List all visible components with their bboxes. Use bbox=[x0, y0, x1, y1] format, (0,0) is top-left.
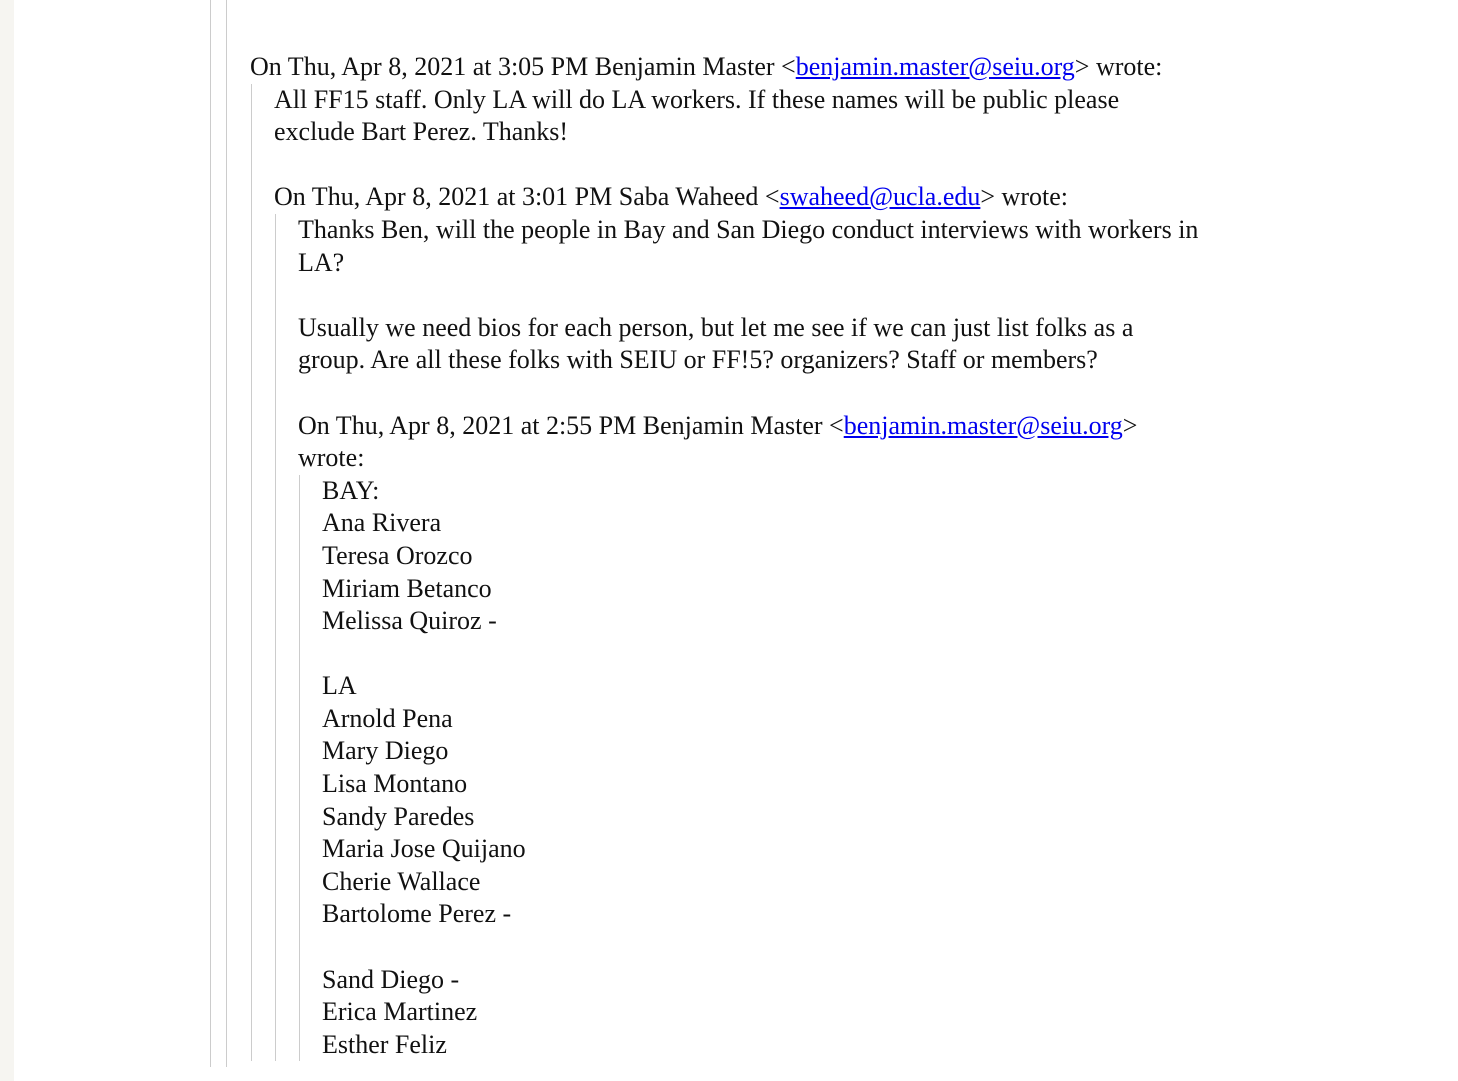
msg2-quote bbox=[275, 214, 1400, 1061]
msg3-header bbox=[298, 410, 1400, 443]
msg2-para2-line-1: Usually we need bios for each person, but let me see if we can just list folks as a bbox=[298, 312, 1134, 342]
bay-name: Teresa Orozco bbox=[322, 540, 473, 570]
msg1-email-link[interactable]: benjamin.master@seiu.org bbox=[795, 52, 1075, 81]
email-thread bbox=[250, 51, 1400, 1061]
msg1-header-prefix: On Thu, Apr 8, 2021 at 3:05 PM Benjamin Master < bbox=[250, 52, 796, 81]
msg2-header-suffix: > wrote: bbox=[980, 182, 1068, 212]
quote-rule-outer-2 bbox=[226, 0, 227, 1067]
msg3-header-suffix: > bbox=[1122, 410, 1138, 440]
msg1-quote bbox=[251, 84, 1400, 1062]
msg2-email-link[interactable]: swaheed@ucla.edu bbox=[779, 182, 981, 212]
sd-heading: Sand Diego - bbox=[322, 964, 460, 994]
la-name: Sandy Paredes bbox=[322, 801, 475, 831]
bay-name: Miriam Betanco bbox=[322, 573, 492, 603]
la-name: Arnold Pena bbox=[322, 703, 453, 733]
quote-rule-outer-1 bbox=[210, 0, 211, 1067]
la-name: Maria Jose Quijano bbox=[322, 834, 526, 864]
msg3-email-link[interactable]: benjamin.master@seiu.org bbox=[843, 410, 1123, 440]
la-name: Cherie Wallace bbox=[322, 866, 481, 896]
msg1-header-suffix: > wrote: bbox=[1074, 52, 1163, 81]
la-heading: LA bbox=[322, 671, 357, 701]
la-name: Bartolome Perez - bbox=[322, 899, 512, 929]
msg3-quote bbox=[299, 475, 1400, 1062]
bay-heading: BAY: bbox=[322, 475, 380, 505]
la-name: Lisa Montano bbox=[322, 769, 468, 799]
email-page bbox=[14, 0, 1458, 1081]
msg2-para1-line-1: Thanks Ben, will the people in Bay and San Diego conduct interviews with workers in bbox=[298, 214, 1199, 244]
msg2-header-prefix: On Thu, Apr 8, 2021 at 3:01 PM Saba Waheed < bbox=[274, 182, 780, 212]
msg1-body-line-1: All FF15 staff. Only LA will do LA workers. If these names will be public please bbox=[274, 84, 1120, 114]
msg1-body-line-2: exclude Bart Perez. Thanks! bbox=[274, 117, 569, 147]
msg3-header-prefix: On Thu, Apr 8, 2021 at 2:55 PM Benjamin Master < bbox=[298, 410, 844, 440]
msg3-header-line-2: wrote: bbox=[298, 443, 365, 473]
bay-name: Ana Rivera bbox=[322, 508, 442, 538]
sd-name: Esther Feliz bbox=[322, 1029, 447, 1059]
bay-name: Melissa Quiroz - bbox=[322, 606, 497, 636]
la-name: Mary Diego bbox=[322, 736, 449, 766]
sd-name: Erica Martinez bbox=[322, 997, 478, 1027]
msg2-header bbox=[274, 181, 1400, 214]
msg2-para1-line-2: LA? bbox=[298, 247, 345, 277]
msg1-header bbox=[250, 51, 1400, 84]
msg2-para2-line-2: group. Are all these folks with SEIU or FF!5? organizers? Staff or members? bbox=[298, 345, 1098, 375]
